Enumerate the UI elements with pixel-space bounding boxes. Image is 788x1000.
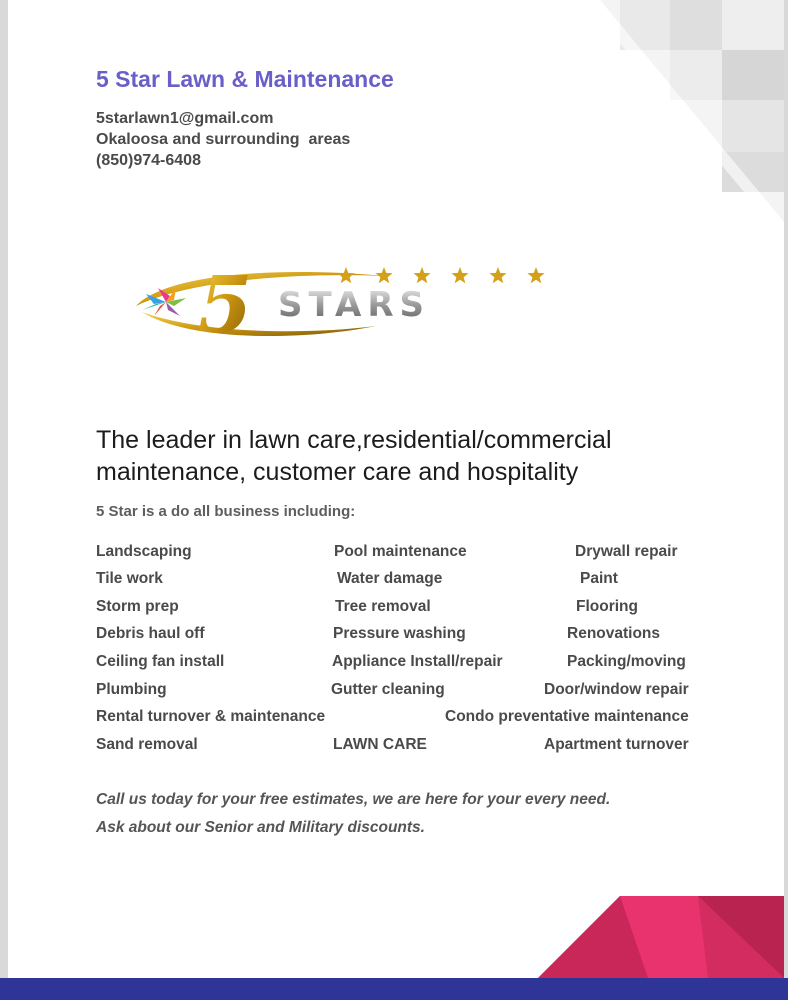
estimate-call-to-action: Call us today for your free estimates, we are here for your every need. [96,791,611,808]
service-item: Drywall repair [575,543,678,560]
service-item: Door/window repair [544,681,689,698]
logo-numeral: 5 [198,266,253,346]
star-icon [413,267,430,283]
service-item: Rental turnover & maintenance [96,708,326,725]
star-icon [375,267,392,283]
service-item: Packing/moving [567,653,686,670]
star-icon [337,267,354,283]
email-address[interactable]: 5starlawn1@gmail.com [96,110,274,127]
service-item: Condo preventative maintenance [445,708,689,725]
service-item: Water damage [337,570,443,587]
services-intro: 5 Star is a do all business including: [96,503,356,520]
star-icon [451,267,468,283]
flyer-page [8,0,784,1000]
service-item: LAWN CARE [333,736,427,753]
phone-number[interactable]: (850)974-6408 [96,152,201,169]
flower-icon [142,288,186,316]
contact-block [96,108,350,171]
service-item: Apartment turnover [544,736,689,753]
five-stars-logo [126,266,556,346]
service-item: Renovations [567,625,661,642]
service-item: Landscaping [96,543,192,560]
service-item: Tile work [96,570,163,587]
logo-wordmark: STARS [278,285,431,325]
company-name: 5 Star Lawn & Maintenance [96,66,394,92]
service-item: Gutter cleaning [331,681,445,698]
service-area: Okaloosa and surrounding areas [96,131,351,148]
service-item: Pool maintenance [334,543,467,560]
service-item: Tree removal [335,598,431,615]
star-icon [489,267,506,283]
service-item: Paint [580,570,618,587]
star-icon [527,267,544,283]
service-item: Pressure washing [333,625,466,642]
service-item: Plumbing [96,681,167,698]
bottom-color-bar [0,978,788,1000]
tagline: The leader in lawn care,residential/commercial maintenance, customer care and hospitality [96,426,612,486]
service-item: Flooring [576,598,638,615]
discounts-note: Ask about our Senior and Military discounts. [96,819,425,836]
service-item: Ceiling fan install [96,653,225,670]
service-item: Storm prep [96,598,179,615]
service-item: Sand removal [96,736,198,753]
service-item: Debris haul off [96,625,205,642]
service-item: Appliance Install/repair [332,653,503,670]
